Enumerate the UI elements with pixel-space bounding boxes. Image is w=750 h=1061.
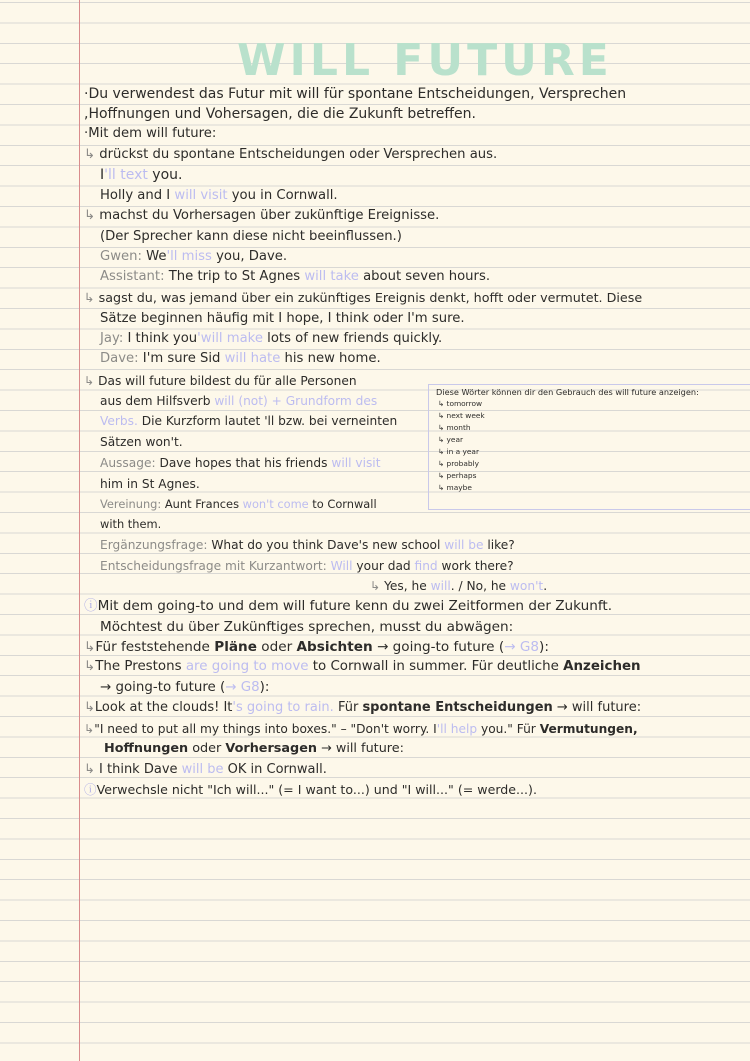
section4-verneinung: Vereinung: Aunt Frances won't come to Cornwall	[100, 497, 377, 511]
hook-arrow-icon: ↳	[84, 208, 100, 223]
section2-example-1: Gwen: We'll miss you, Dave.	[100, 249, 288, 264]
hook-arrow-icon: ↳	[84, 700, 95, 715]
signal-word-item: ↳ tomorrow	[438, 399, 483, 408]
signal-word-item: ↳ perhaps	[438, 471, 477, 480]
section4-short-answer: ↳ Yes, he will. / No, he won't.	[370, 579, 548, 593]
intro-line-1: ·Du verwendest das Futur mit will für spontane Entscheidungen, Versprechen	[84, 86, 627, 102]
intro-line-3: ·Mit dem will future:	[84, 126, 217, 141]
section4-line-3: Verbs. Die Kurzform lautet 'll bzw. bei verneinten	[100, 414, 398, 428]
section4-ergaenzungsfrage: Ergänzungsfrage: What do you think Dave's new school will be like?	[100, 538, 515, 552]
section4-aussage: Aussage: Dave hopes that his friends will visit	[100, 456, 381, 470]
section4-line-4: Sätzen won't.	[100, 435, 183, 449]
signal-words-title: Diese Wörter können dir den Gebrauch des will future anzeigen:	[436, 387, 699, 397]
signal-word-item: ↳ probably	[438, 459, 479, 468]
section2-example-2: Assistant: The trip to St Agnes will take about seven hours.	[100, 269, 491, 284]
section5-line-9: ↳ I think Dave will be OK in Cornwall.	[84, 762, 327, 777]
hook-arrow-icon: ↳	[370, 579, 385, 593]
section4-line-1: ↳ Das will future bildest du für alle Personen	[84, 374, 357, 388]
signal-word-item: ↳ maybe	[438, 483, 472, 492]
section5-line-5: → going-to future (→ G8):	[100, 680, 270, 695]
section1-heading: ↳ drückst du spontane Entscheidungen oder Versprechen aus.	[84, 147, 498, 162]
signal-word-item: ↳ in a year	[438, 447, 479, 456]
signal-word-item: ↳ year	[438, 435, 464, 444]
section1-example-2: Holly and I will visit you in Cornwall.	[100, 188, 338, 203]
section3-heading: ↳ sagst du, was jemand über ein zukünftiges Ereignis denkt, hofft oder vermutet. Diese	[84, 290, 643, 305]
section5-line-8: Hoffnungen oder Vorhersagen → will future:	[104, 741, 404, 756]
section4-aussage-cont: him in St Agnes.	[100, 477, 200, 491]
section5-line-4: ↳The Prestons are going to move to Cornwall in summer. Für deutliche Anzeichen	[84, 659, 641, 674]
section3-example-2: Dave: I'm sure Sid will hate his new home.	[100, 351, 381, 366]
hook-arrow-icon: ↳	[84, 722, 95, 736]
signal-word-item: ↳ next week	[438, 411, 485, 420]
section3-example-1: Jay: I think you'will make lots of new friends quickly.	[100, 331, 443, 346]
margin-line	[79, 0, 80, 1061]
section4-entscheidungsfrage: Entscheidungsfrage mit Kurzantwort: Will your dad find work there?	[100, 559, 514, 573]
hook-arrow-icon: ↳	[84, 374, 99, 388]
hook-arrow-icon: ↳	[84, 762, 100, 777]
section4-verneinung-cont: with them.	[100, 517, 162, 531]
section5-line-6: ↳Look at the clouds! It's going to rain. Für spontane Entscheidungen → will future:	[84, 700, 642, 715]
section2-heading: ↳ machst du Vorhersagen über zukünftige Ereignisse.	[84, 208, 440, 223]
section2-note: (Der Sprecher kann diese nicht beeinflussen.)	[100, 229, 402, 244]
section1-example-1: I'll text you.	[100, 167, 183, 183]
section3-heading-2: Sätze beginnen häufig mit I hope, I think oder I'm sure.	[100, 311, 465, 326]
section5-line-1: ⓘMit dem going-to und dem will future kenn du zwei Zeitformen der Zukunft.	[84, 598, 613, 614]
info-icon: ⓘ	[84, 598, 98, 614]
hook-arrow-icon: ↳	[84, 639, 96, 655]
section5-line-7: ↳"I need to put all my things into boxes." – "Don't worry. I'll help you." Für Vermutungen,	[84, 722, 638, 736]
intro-line-2: ,Hoffnungen und Vohersagen, die die Zukunft betreffen.	[84, 106, 476, 122]
hook-arrow-icon: ↳	[84, 147, 100, 162]
hook-arrow-icon: ↳	[84, 659, 96, 674]
section5-line-10: ⓘVerwechsle nicht "Ich will..." (= I want to...) und "I will..." (= werde...).	[84, 782, 537, 797]
section5-line-3: ↳Für feststehende Pläne oder Absichten → going-to future (→ G8):	[84, 639, 549, 655]
signal-word-item: ↳ month	[438, 423, 471, 432]
hook-arrow-icon: ↳	[84, 290, 99, 305]
info-icon: ⓘ	[84, 782, 97, 797]
section5-line-2: Möchtest du über Zukünftiges sprechen, musst du abwägen:	[100, 619, 514, 635]
page-title: WILL FUTURE	[237, 35, 613, 86]
section4-line-2: aus dem Hilfsverb will (not) + Grundform des	[100, 394, 378, 408]
